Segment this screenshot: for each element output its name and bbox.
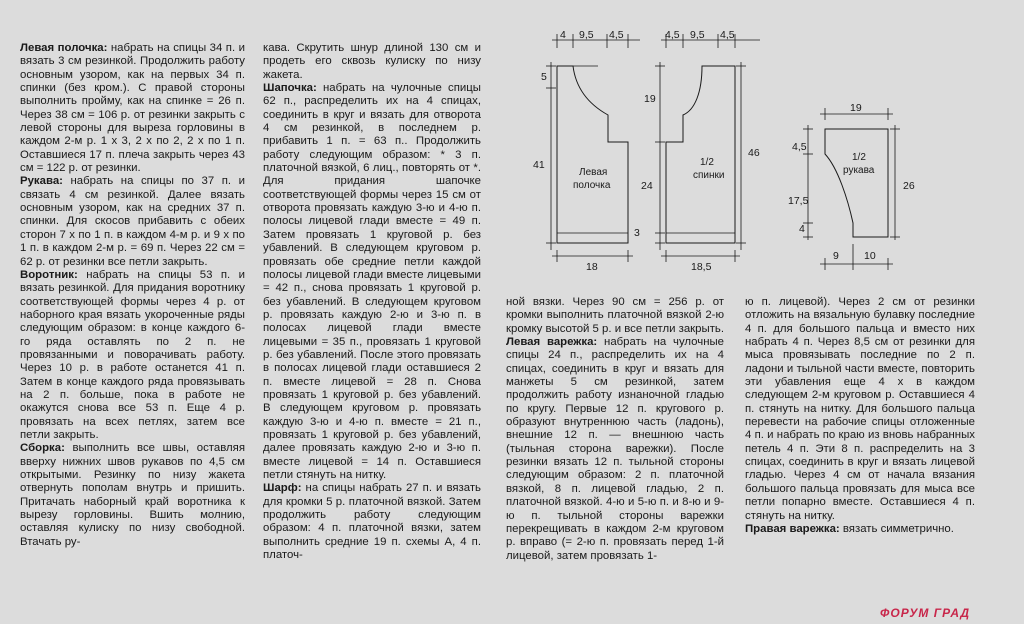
back-schematic bbox=[634, 29, 760, 273]
front-side-dim-5: 5 bbox=[541, 71, 547, 83]
paragraph-left-mitten: Левая варежка: набрать на чулочные спицы 24 п., распределить их на 4 спицах, соединить в круг и вязать для манжеты 5 см резинкой, затем продолжить работу изнаночной гладью по кругу. Первые 12 п. кругового р. образуют внутреннюю часть (ладонь), внешние 12 п. — внешнюю часть (тыльная сторона варежки). После резинки вязать 12 п. тыльной стороны следующим образом: 2 п. платочной вязкой, 8 п. лицевой гладью, 2 п. платочной вязкой. 4-ю и 5-ю п. и 8-ю и 9-ю п. тыльной стороны варежки перекрещивать в каждом 2-м круговом р. вправо (= 2-ю п. провязать перед 1-й лицевой, затем провязать 1- bbox=[506, 336, 725, 562]
front-top-dim-1: 4 bbox=[560, 29, 566, 41]
back-side-dim-3: 3 bbox=[634, 227, 640, 239]
front-label-2: полочка bbox=[573, 180, 611, 191]
sleeve-side-dim-1: 4,5 bbox=[792, 141, 807, 153]
paragraph-scarf: Шарф: на спицы набрать 27 п. и вязать для кромки 5 р. платочной вязкой. Затем продолжить работу следующим образом: 4 п. платочной вязки, затем выполнить средние 19 п. схемы А, 4 п. платоч- bbox=[263, 482, 481, 562]
back-right-dim: 46 bbox=[748, 147, 760, 159]
back-top-dim-2: 9,5 bbox=[690, 29, 705, 41]
front-schematic bbox=[533, 29, 640, 273]
paragraph-assembly-cont: кава. Скрутить шнур длиной 130 см и продеть его сквозь кулиску по низу жакета. bbox=[263, 42, 481, 81]
paragraph-left-mitten-cont: ю п. лицевой). Через 2 см от резинки отложить на вязальную булавку последние 4 п. для большого пальца и вместо них набрать 4 п. Через 8,5 см от резинки для мыса провязывать последние по 2 п. ладони и тыльной части вместе, повторить эти убавления еще 4 х в каждом следующем 2-м круговом р. Оставшиеся 4 п. стянуть на нитку. Для большого пальца перевести на рабочие спицы отложенные 4 п. и набрать по краю из вновь набранных петель 4 п. Эти 8 п. распределить на 3 спицах, соединить в круг и вязать лицевой гладью. Через 4 см от начала вязания большого пальца провязать для мыса все петли попарно вместе. Оставшиеся 4 п. стянуть на нитку. bbox=[745, 296, 975, 522]
front-label-1: Левая bbox=[579, 167, 608, 178]
front-top-dim-2: 9,5 bbox=[579, 29, 594, 41]
back-label-2: спинки bbox=[693, 170, 725, 181]
sleeve-side-dim-2: 17,5 bbox=[788, 195, 809, 207]
paragraph-sleeves: Рукава: набрать на спицы по 37 п. и связать 4 см резинкой. Далее вязать основным узором, как на средних 37 п. спинки. Для скосов прибавить с обеих сторон 7 х по 1 п. в каждом 4-м р. и 9 х по 1 п. в каждом 2-м р. = 69 п. Через 22 см = 62 р. от резинки все петли закрыть. bbox=[20, 175, 245, 268]
front-side-dim-41: 41 bbox=[533, 159, 545, 171]
sleeve-label-1: 1/2 bbox=[852, 152, 866, 163]
back-top-dim-3: 4,5 bbox=[720, 29, 735, 41]
paragraph-assembly: Сборка: выполнить все швы, оставляя вверху нижних швов рукавов по 4,5 см открытыми. Резинку по низу жакета отвернуть пополам внутрь и пришить. Притачать наборный край воротника к вырезу горловины. Вшить молнию, оставляя кулиску по низу свободной. Втачать ру- bbox=[20, 442, 245, 548]
front-top-dim-3: 4,5 bbox=[609, 29, 624, 41]
sleeve-top-dim: 19 bbox=[850, 102, 862, 114]
front-bottom-dim: 18 bbox=[586, 261, 598, 273]
paragraph-left-front: Левая полочка: набрать на спицы 34 п. и вязать 3 см резинкой. Продолжить работу основным узором, как на первых 34 п. спинки (без кром.). С правой стороны выполнить пройму, как на спинке = 26 п. Через 38 см = 106 р. от резинки закрыть с левой стороны для выреза горловины в каждом 2-м р. 1 х 3, 2 х по 2, 2 х по 1 п. Оставшиеся 17 п. плеча закрыть через 43 см = 122 р. от резинки. bbox=[20, 42, 245, 175]
paragraph-hat: Шапочка: набрать на чулочные спицы 62 п., распределить их на 4 спицах, соединить в круг и вязать для отворота 4 см резинкой, в последнем р. прибавить 1 п. = 63 п.. Продолжить работу следующим образом: * 3 п. платочной вязкой, 6 лиц., повторять от *. Для придания шапочке соответствующей формы через 15 см от отворота провязать каждую 3-ю и 4-ю п. полосы лицевой глади вместе = 49 п. Затем провязать 1 круговой р. без убавлений. В следующем круговом р. провязать обе средние петли каждой полосы лицевой глади вместе лицевыми = 42 п., снова провязать 1 круговой р. без убавлений. В следующем круговом р. провязать каждую 2-ю и 3-ю п. в полосах лицевой глади вместе лицевыми = 35 п., провязать 1 круговой р. без убавлений. После этого провязать в полосах лицевой глади оставшиеся 2 п. вместе лицевой = 28 п. Снова провязать 1 круговой р. без убавлений. В следующем круговом р. провязать каждую 3-ю и 4-ю п. вместе = 21 п., провязать 1 круговой р. без убавлений, далее провязать каждую 2-ю и 3-ю п. вместе лицевой = 14 п. Оставшиеся петли стянуть на нитку. bbox=[263, 82, 481, 481]
sleeve-bottom-dim-2: 10 bbox=[864, 250, 876, 262]
sleeve-bottom-dim-1: 9 bbox=[833, 250, 839, 262]
paragraph-right-mitten: Правая варежка: вязать симметрично. bbox=[745, 522, 954, 535]
back-side-dim-24: 24 bbox=[641, 180, 653, 192]
sleeve-side-dim-3: 4 bbox=[799, 223, 805, 235]
sleeve-right-dim: 26 bbox=[903, 180, 915, 192]
paragraph-collar: Воротник: набрать на спицы 53 п. и вязать резинкой. Для придания воротнику соответствующей формы через 4 р. от наборного края вязать укороченные ряды следующим образом: в конце каждого 6-го ряда оставлять по 2 п. не провязанными и поворачивать работу. Через 10 р. в работе останется 41 п. Затем в конце каждого ряда провязывать на 2 п. больше, пока в работе не окажутся снова все 53 п. Еще 4 р. провязать на всех петлях, затем все петли закрыть. bbox=[20, 268, 245, 441]
paragraph-scarf-cont: ной вязки. Через 90 см = 256 р. от кромки выполнить платочной вязкой 2-ю кромку высотой 5 р. и все петли закрыть. bbox=[506, 296, 725, 335]
sleeve-label-2: рукава bbox=[843, 165, 875, 176]
back-bottom-dim: 18,5 bbox=[691, 261, 712, 273]
forum-watermark: ФОРУМ ГРАД bbox=[880, 606, 971, 620]
back-top-dim-1: 4,5 bbox=[665, 29, 680, 41]
back-label-1: 1/2 bbox=[700, 157, 714, 168]
back-side-dim-19: 19 bbox=[644, 93, 656, 105]
sleeve-schematic bbox=[788, 102, 915, 270]
